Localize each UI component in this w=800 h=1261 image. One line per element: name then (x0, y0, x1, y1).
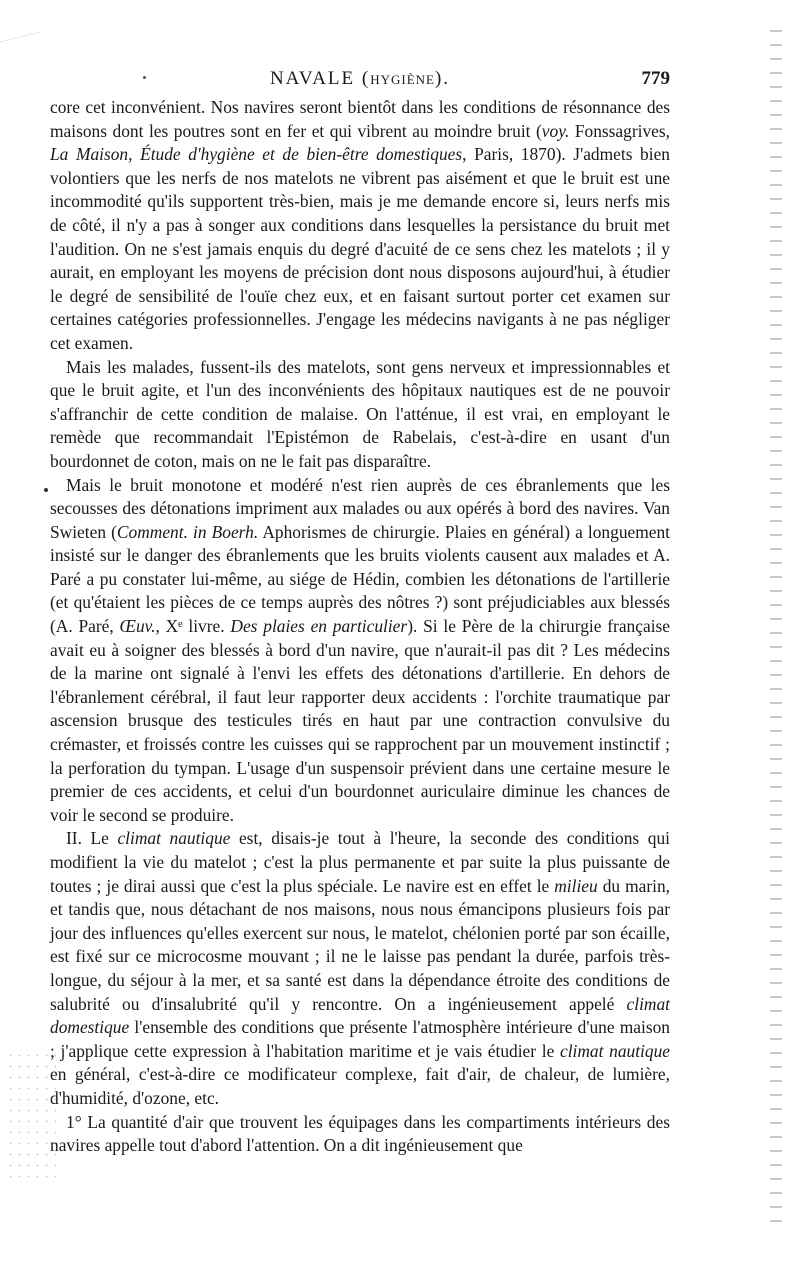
scan-specks (6, 1050, 56, 1180)
body-text (50, 96, 670, 1158)
text-run: du marin, et tandis que, nous détachant de nos maisons, nous nous émancipons plusieurs fois par jour des influences qu'elles exercent sur nous, le matelot, chélonien porté par son écaille, est fixé sur ce microcosme mouvant ; il ne le laisse pas pendant la durée, parfois très-longue, du séjour à la mer, et sa santé est dans la dépendance étroite des conditions de salubrité ou d'insalubrité qu'il y rencontre. On a ingénieusement appelé (50, 875, 671, 1014)
paragraph (50, 356, 670, 474)
paragraph (50, 827, 670, 1110)
text-run: Fonssagrives, (569, 120, 671, 141)
text-run: Mais les malades, fussent-ils des matelots, sont gens nerveux et impressionnables et que le bruit agite, et l'un des inconvénients des hôpitaux nautiques est de ne pouvoir s'affranchir de cette condition de malaise. On l'atténue, il est vrai, en employant le remède que recommandait l'Epistémon de Rabelais, c'est-à-dire en usant d'un bourdonnet de coton, mais on ne le fait pas disparaître. (50, 356, 670, 471)
running-title-end: ). (434, 68, 451, 89)
italic-text: climat domestique (50, 993, 670, 1038)
paper-smudge (1, 32, 47, 72)
text-run: Mais le bruit monotone et modéré n'est rien auprès de ces ébranlements que les secousses des détonations impriment aux malades ou aux opérés à bord des navires. Van Swieten ( (50, 474, 670, 542)
text-run: est, disais-je tout à l'heure, la seconde des conditions qui modifient la vie du matelot ; c'est la plus permanente et par suite la plus puissante de toutes ; je dirai aussi que c'est la plus spéciale. Le navire est en effet le (50, 828, 670, 896)
running-title-smallcaps: HYGIÈNE (370, 72, 435, 87)
running-header (50, 68, 670, 96)
scan-edge-marks (770, 30, 782, 1230)
page-number: 779 (641, 68, 670, 89)
text-run: Aphorismes de chirurgie. Plaies en général) a longuement insisté sur le danger des ébranlements que les bruits violents causent aux malades et A. Paré a pu constater lui-même, au siége de Hédin, combien les détonations de l'artillerie (et qu'étaient les pièces de ce temps auprès des nôtres ?) sont préjudiciables aux blessés (A. Paré, (50, 521, 671, 637)
running-title-main: NAVALE ( (269, 68, 371, 89)
text-run: l'ensemble des conditions que présente l'atmosphère intérieure d'une maison ; j'applique cette expression à l'habitation maritime et je vais étudier le (50, 1017, 670, 1061)
paragraph (50, 96, 670, 356)
text-run: , Paris, 1870). J'admets bien volontiers que les nerfs de nos matelots ne vibrent pas aisément et que le bruit est une incommodité qu'ils supportent très-bien, mais je me demande encore si, leurs nerfs mis de côté, il n'y a pas à songer aux conditions dans lesquelles la persistance du bruit met l'audition. On ne s'est jamais enquis du degré d'acuité de ce sens chez les matelots ; il y aurait, en employant les moyens de précision dont nous disposons aujourd'hui, à étudier le degré de sensibilité de l'ouïe chez eux, et en faisant surtout porter cet examen sur certaines catégories professionnelles. J'engage les médecins navigants à ne pas négliger cet examen. (50, 144, 670, 353)
text-run: ). Si le Père de la chirurgie française avait eu à soigner des blessés à bord d'un navire, que n'aurait-il pas dit ? Les médecins de la marine ont signalé à l'envi les effets des détonations d'artillerie. En dehors de l'ébranlement cérébral, il faut leur rapporter deux accidents : l'orchite traumatique par ascension brusque des testicules tirés en haut par une contraction convulsive du crémaster, et froissés contre les cuisses qui se rapprochent par un mouvement instinctif ; la perforation du tympan. L'usage d'un suspensoir prévient dans une certaine mesure le premier de ces accidents, et celui d'un bourdonnet auriculaire diminue les chances de voir le second se produire. (50, 616, 671, 825)
paragraph (50, 474, 670, 828)
text-run: , Xᵉ livre. (155, 616, 231, 637)
italic-text: milieu (554, 875, 598, 896)
text-run: core cet inconvénient. Nos navires seront bientôt dans les conditions de résonnance des maisons dont les poutres sont en fer et qui vibrent au moindre bruit ( (50, 97, 670, 141)
italic-text: Œuv. (119, 616, 156, 637)
text-run: en général, c'est-à-dire ce modificateur complexe, fait d'air, de chaleur, de lumière, d'humidité, d'ozone, etc. (50, 1064, 670, 1108)
italic-text: Comment. in Boerh. (116, 521, 259, 542)
text-run: 1° La quantité d'air que trouvent les équipages dans les compartiments intérieurs des navires appelle tout d'abord l'attention. On a dit ingénieusement que (50, 1111, 670, 1156)
italic-text: climat nautique (117, 828, 231, 849)
italic-text: climat nautique (559, 1040, 670, 1061)
text-run: II. Le (66, 828, 118, 849)
margin-mark (44, 488, 48, 492)
italic-text: voy. (541, 120, 570, 141)
italic-text: Des plaies en particulier (230, 616, 408, 637)
running-title (50, 68, 670, 90)
italic-text: La Maison, Étude d'hygiène et de bien-être domestiques (50, 144, 463, 165)
paragraph (50, 1111, 670, 1158)
